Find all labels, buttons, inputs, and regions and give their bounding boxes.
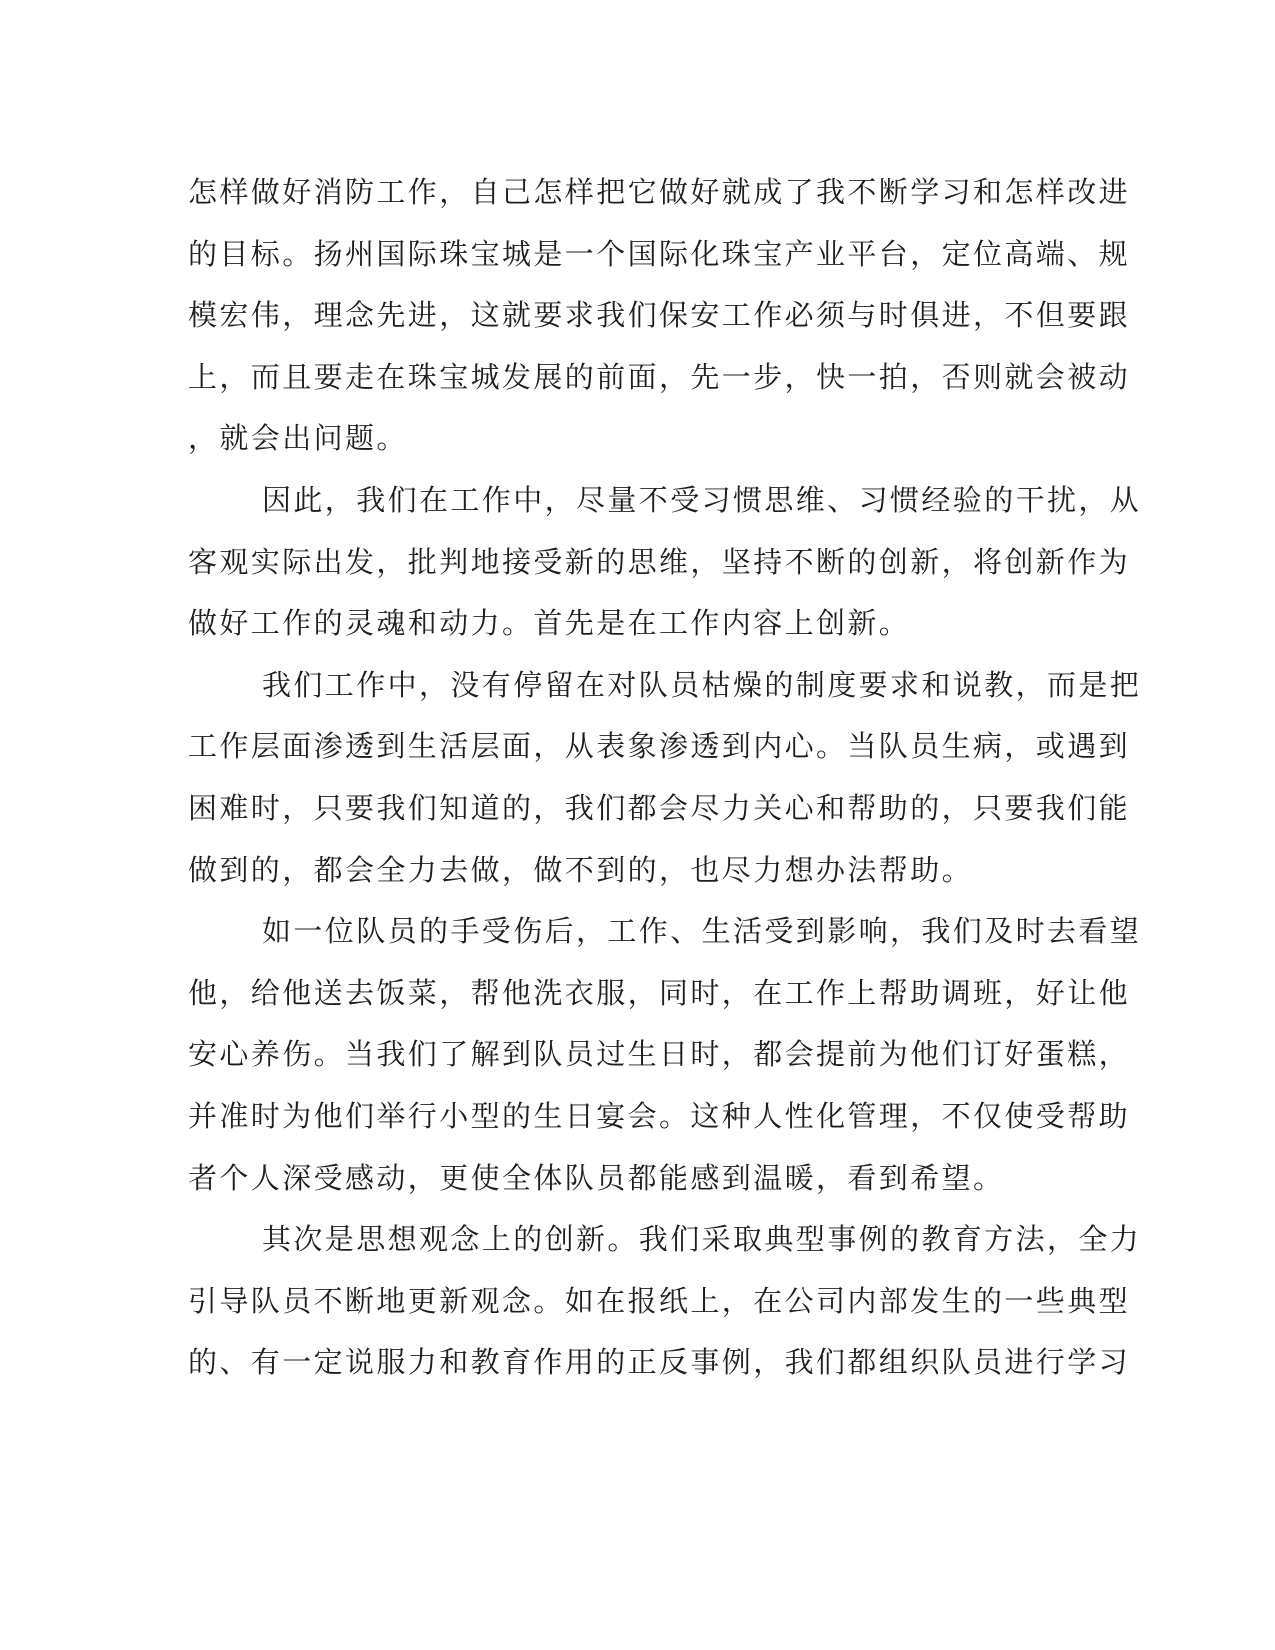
text-line: 的目标。扬州国际珠宝城是一个国际化珠宝产业平台，定位高端、规 xyxy=(188,236,1131,271)
text-line: 的、有一定说服力和教育作用的正反事例，我们都组织队员进行学习 xyxy=(188,1345,1131,1380)
paragraph-first-line: 如一位队员的手受伤后，工作、生活受到影响，我们及时去看望 xyxy=(262,914,1142,949)
text-line: 者个人深受感动，更使全体队员都能感到温暖，看到希望。 xyxy=(188,1160,1005,1195)
text-line: 他，给他送去饭菜，帮他洗衣服，同时，在工作上帮助调班，好让他 xyxy=(188,975,1131,1010)
paragraph-first-line: 我们工作中，没有停留在对队员枯燥的制度要求和说教，而是把 xyxy=(262,667,1142,702)
text-line: 困难时，只要我们知道的，我们都会尽力关心和帮助的，只要我们能 xyxy=(188,790,1131,825)
paragraph-first-line: 因此，我们在工作中，尽量不受习惯思维、习惯经验的干扰，从 xyxy=(262,482,1142,517)
text-line: ，就会出问题。 xyxy=(188,421,408,456)
text-line: 怎样做好消防工作，自己怎样把它做好就成了我不断学习和怎样改进 xyxy=(188,175,1131,209)
text-line: 并准时为他们举行小型的生日宴会。这种人性化管理，不仅使受帮助 xyxy=(188,1098,1131,1133)
text-line: 工作层面渗透到生活层面，从表象渗透到内心。当队员生病，或遇到 xyxy=(188,729,1131,764)
text-line: 做好工作的灵魂和动力。首先是在工作内容上创新。 xyxy=(188,606,911,641)
paragraph-first-line: 其次是思想观念上的创新。我们采取典型事例的教育方法，全力 xyxy=(262,1222,1142,1257)
text-line: 上，而且要走在珠宝城发展的前面，先一步，快一拍，否则就会被动 xyxy=(188,359,1131,394)
text-line: 做到的，都会全力去做，做不到的，也尽力想办法帮助。 xyxy=(188,852,974,887)
text-line: 客观实际出发，批判地接受新的思维，坚持不断的创新，将创新作为 xyxy=(188,544,1131,579)
text-line: 模宏伟，理念先进，这就要求我们保安工作必须与时俱进，不但要跟 xyxy=(188,298,1131,333)
text-line: 安心养伤。当我们了解到队员过生日时，都会提前为他们订好蛋糕， xyxy=(188,1037,1131,1072)
text-line: 引导队员不断地更新观念。如在报纸上，在公司内部发生的一些典型 xyxy=(188,1283,1131,1318)
body-text xyxy=(188,162,1142,1394)
